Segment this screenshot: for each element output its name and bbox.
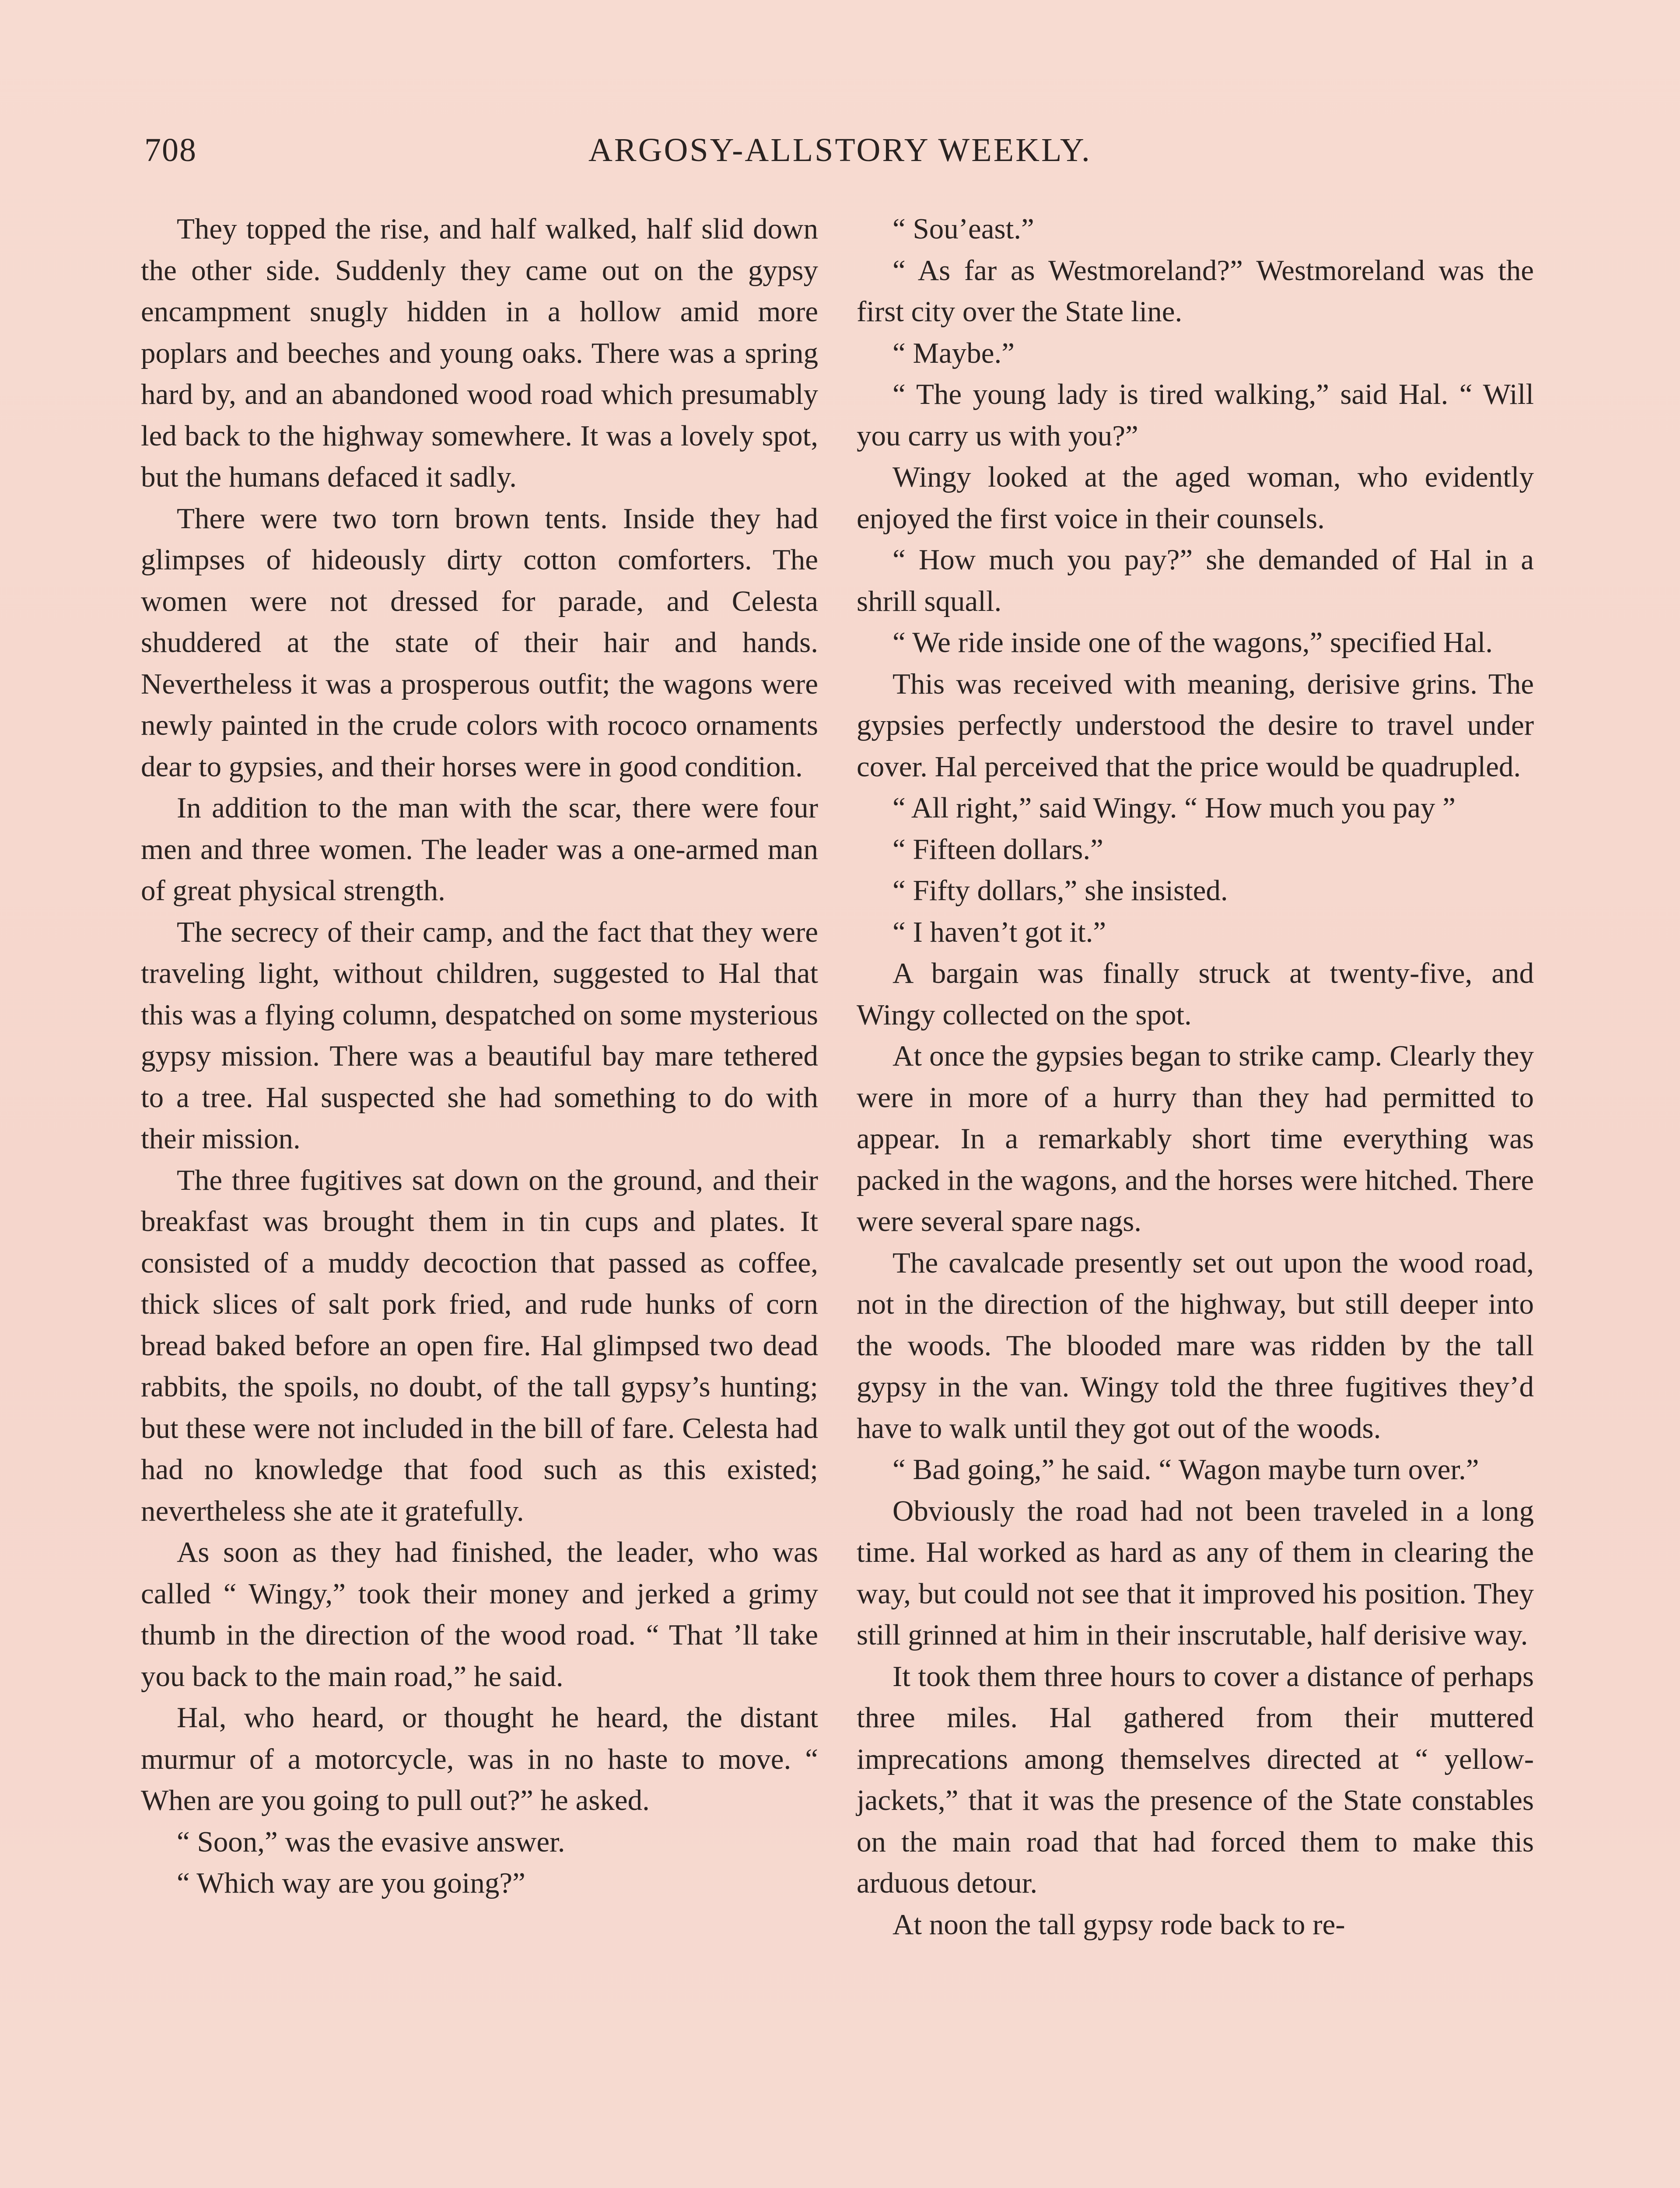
paragraph: The three fugitives sat down on the ground, and their breakfast was brought them in tin cups and plates. It consisted of a muddy decoction that passed as coffee, thick slices of salt pork fried, and rude hunks of corn bread baked before an open fire. Hal glimpsed two dead rabbits, the spoils, no doubt, of the tall gypsy’s hunting; but these were not included in the bill of fare. Celesta had had no knowledge that food such as this existed; nevertheless she ate it gratefully.: [141, 1164, 818, 1527]
paragraph: “ All right,” said Wingy. “ How much you pay ”: [892, 792, 1456, 824]
paragraph: There were two torn brown tents. Inside they had glimpses of hideously dirty cotton comforters. The women were not dressed for parade, and Celesta shuddered at the state of their hair and hands. Nevertheless it was a prosperous outfit; the wagons were newly painted in the crude colors with rococo ornaments dear to gypsies, and their horses were in good condition.: [141, 502, 818, 783]
page-number: 708: [144, 132, 197, 168]
paragraph: “ The young lady is tired walking,” said Hal. “ Will you carry us with you?”: [857, 378, 1534, 452]
paragraph: “ Maybe.”: [892, 337, 1015, 369]
paragraph: “ Fifteen dollars.”: [892, 833, 1103, 866]
paragraph: A bargain was finally struck at twenty-five, and Wingy collected on the spot.: [857, 957, 1534, 1031]
running-title: ARGOSY-ALLSTORY WEEKLY.: [588, 132, 1092, 168]
paragraph: It took them three hours to cover a distance of perhaps three miles. Hal gathered from their muttered imprecations among themselves directed at “ yellow-jackets,” that it was the presence of the State constables on the main road that had forced them to make this arduous detour.: [857, 1660, 1534, 1899]
paragraph: “ How much you pay?” she demanded of Hal in a shrill squall.: [857, 543, 1534, 617]
paragraph: At noon the tall gypsy rode back to re-: [892, 1908, 1345, 1941]
paragraph: “ Soon,” was the evasive answer.: [177, 1825, 565, 1858]
text-columns: [141, 208, 1539, 2188]
paragraph: “ Which way are you going?”: [177, 1867, 525, 1899]
paragraph: “ We ride inside one of the wagons,” specified Hal.: [892, 626, 1493, 659]
paragraph: Obviously the road had not been traveled in a long time. Hal worked as hard as any of them in clearing the way, but could not see that it improved his position. They still grinned at him in their inscrutable, half derisive way.: [857, 1494, 1534, 1651]
paragraph: At once the gypsies began to strike camp. Clearly they were in more of a hurry than they had permitted to appear. In a remarkably short time everything was packed in the wagons, and the horses were hitched. There were several spare nags.: [857, 1040, 1534, 1238]
paragraph: In addition to the man with the scar, there were four men and three women. The leader was a one-armed man of great physical strength.: [141, 792, 818, 907]
paragraph: The secrecy of their camp, and the fact that they were traveling light, without children, suggested to Hal that this was a flying column, despatched on some mysterious gypsy mission. There was a beautiful bay mare tethered to a tree. Hal suspected she had something to do with their mission.: [141, 915, 818, 1155]
paragraph: As soon as they had finished, the leader, who was called “ Wingy,” took their money and jerked a grimy thumb in the direction of the wood road. “ That ’ll take you back to the main road,” he said.: [141, 1536, 818, 1693]
paragraph: The cavalcade presently set out upon the wood road, not in the direction of the highway, but still deeper into the woods. The blooded mare was ridden by the tall gypsy in the van. Wingy told the three fugitives they’d have to walk until they got out of the woods.: [857, 1246, 1534, 1445]
left-column: [141, 208, 818, 1904]
paragraph: This was received with meaning, derisive grins. The gypsies perfectly understood the desire to travel under cover. Hal perceived that the price would be quadrupled.: [857, 667, 1534, 783]
paragraph: “ Bad going,” he said. “ Wagon maybe turn over.”: [892, 1453, 1479, 1486]
paragraph: Wingy looked at the aged woman, who evidently enjoyed the first voice in their counsels.: [857, 461, 1534, 535]
paragraph: “ Sou’east.”: [892, 213, 1034, 245]
right-column: [857, 208, 1534, 1945]
paragraph: “ Fifty dollars,” she insisted.: [892, 874, 1228, 907]
paragraph: They topped the rise, and half walked, half slid down the other side. Suddenly they came out on the gypsy encampment snugly hidden in a hollow amid more poplars and beeches and young oaks. There was a spring hard by, and an abandoned wood road which presumably led back to the highway somewhere. It was a lovely spot, but the humans defaced it sadly.: [141, 213, 818, 493]
paragraph: “ I haven’t got it.”: [892, 915, 1106, 948]
paragraph: Hal, who heard, or thought he heard, the distant murmur of a motorcycle, was in no haste to move. “ When are you going to pull out?” he asked.: [141, 1701, 818, 1816]
paragraph: “ As far as Westmoreland?” Westmoreland was the first city over the State line.: [857, 254, 1534, 328]
page-header: [144, 131, 1536, 179]
